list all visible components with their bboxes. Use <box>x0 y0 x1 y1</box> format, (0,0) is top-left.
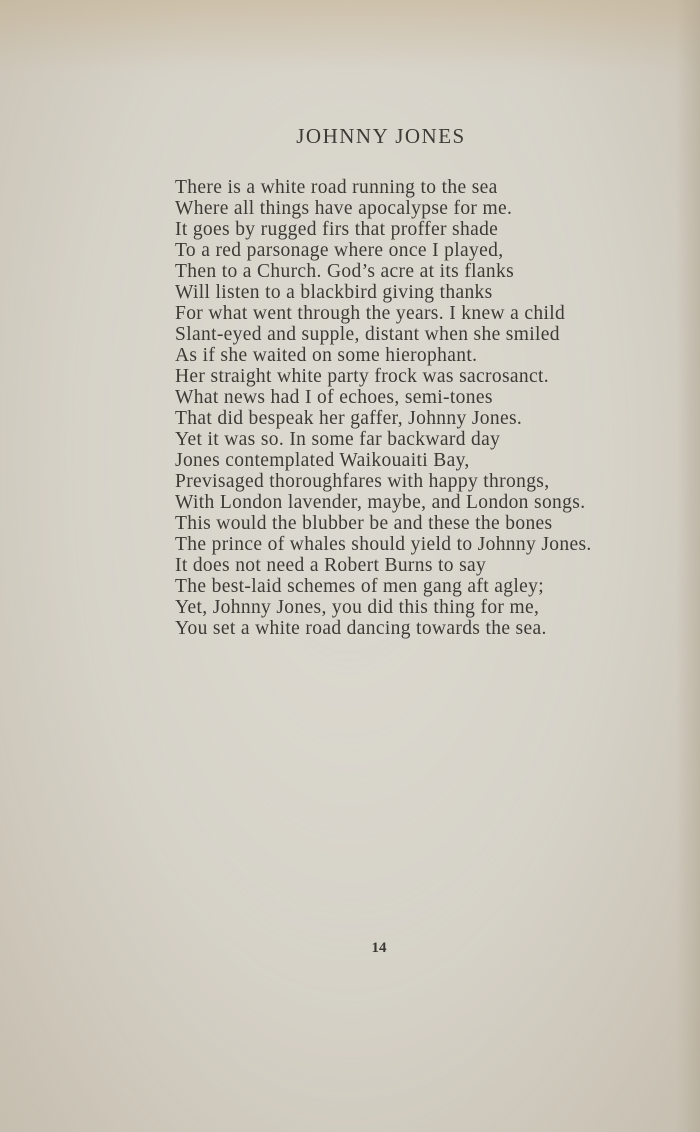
poem-line: There is a white road running to the sea <box>175 177 498 198</box>
poem-line: That did bespeak her gaffer, Johnny Jones. <box>175 408 523 429</box>
poem-line: Yet it was so. In some far backward day <box>175 429 501 450</box>
poem-line: You set a white road dancing towards the sea. <box>175 618 547 639</box>
poem-line: The prince of whales should yield to Johnny Jones. <box>175 534 592 555</box>
poem-line: To a red parsonage where once I played, <box>175 240 504 261</box>
poem-body <box>175 177 675 639</box>
poem-line: For what went through the years. I knew a child <box>175 303 566 324</box>
poem-line: Slant-eyed and supple, distant when she smiled <box>175 324 560 345</box>
poem-line: Yet, Johnny Jones, you did this thing for me, <box>175 597 540 618</box>
poem-line: This would the blubber be and these the bones <box>175 513 553 534</box>
poem-line: The best-laid schemes of men gang aft agley; <box>175 576 544 597</box>
page-edge-shadow-right <box>676 0 700 1132</box>
poem-line: Will listen to a blackbird giving thanks <box>175 282 493 303</box>
poem-line: Then to a Church. God’s acre at its flanks <box>175 261 515 282</box>
poem-line: It does not need a Robert Burns to say <box>175 555 487 576</box>
poem-line: As if she waited on some hierophant. <box>175 345 478 366</box>
poem-line: Jones contemplated Waikouaiti Bay, <box>175 450 470 471</box>
poem-line: What news had I of echoes, semi-tones <box>175 387 493 408</box>
page-number: 14 <box>371 940 387 956</box>
page-edge-shadow-top <box>0 0 700 70</box>
poem-line: Her straight white party frock was sacrosanct. <box>175 366 550 387</box>
poem-line: It goes by rugged firs that proffer shade <box>175 219 499 240</box>
poem-title: JOHNNY JONES <box>296 124 466 148</box>
poem-line: With London lavender, maybe, and London songs. <box>175 492 586 513</box>
poem-line: Previsaged thoroughfares with happy throngs, <box>175 471 550 492</box>
poem-line: Where all things have apocalypse for me. <box>175 198 513 219</box>
